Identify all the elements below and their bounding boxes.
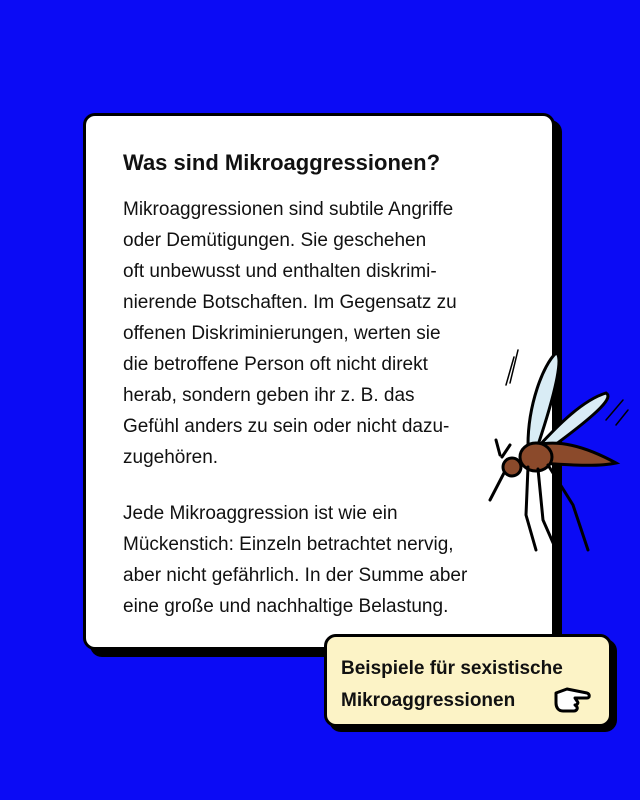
info-card bbox=[83, 113, 555, 650]
mosquito-illustration bbox=[488, 345, 638, 565]
paragraph-comparison: Jede Mikroaggression ist wie ein Mückenstich: Einzeln betrachtet nervig, aber nicht gefährlich. In der Summe aber eine große und nachhaltige Belastung. bbox=[123, 503, 468, 617]
paragraph-definition: Mikroaggressionen sind subtile Angriffe oder Demütigungen. Sie geschehen oft unbewusst und enthalten diskrimi- nierende Botschaften. Im Gegensatz zu offenen Diskriminierungen, werten sie die betroffene Person oft nicht direkt herab, sondern geben ihr z. B. das Gefühl anders zu sein oder nicht dazu- zugehören. bbox=[123, 199, 457, 468]
examples-button-label: Beispiele für sexistische Mikroaggressionen bbox=[341, 658, 563, 711]
card-title: Was sind Mikroaggressionen? bbox=[123, 150, 441, 175]
examples-button[interactable] bbox=[324, 634, 612, 727]
pointing-hand-icon bbox=[553, 685, 591, 715]
